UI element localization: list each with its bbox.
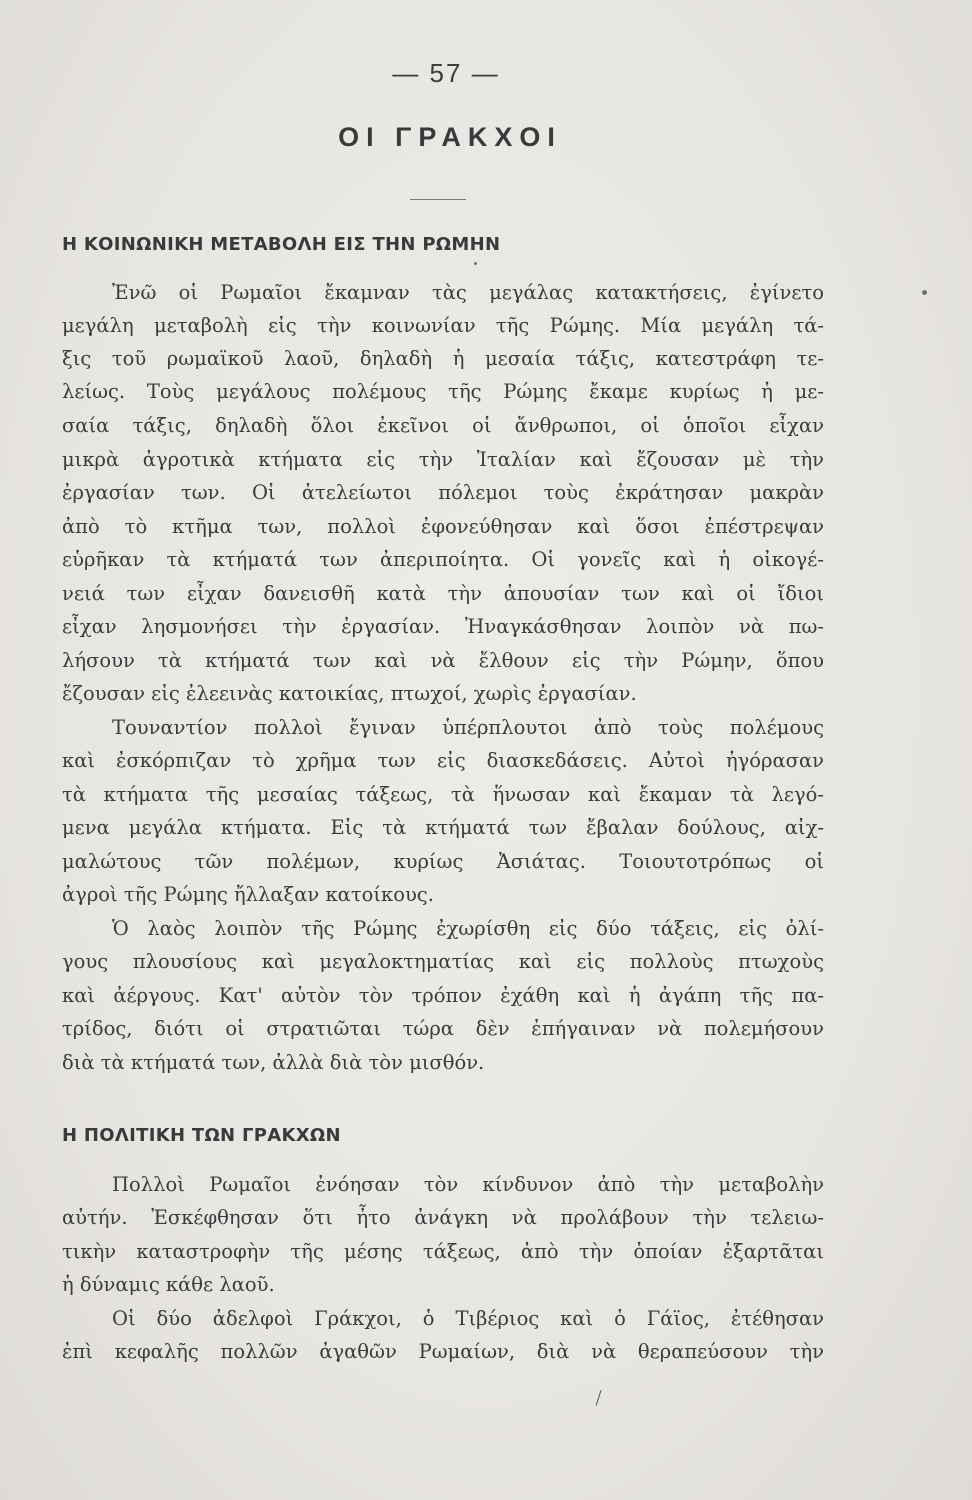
section-heading: Η ΚΟΙΝΩΝΙΚΗ ΜΕΤΑΒΟΛΗ ΕΙΣ ΤΗΝ ΡΩΜΗΝ	[62, 234, 501, 255]
text-line: γους πλουσίους καὶ μεγαλοκτηματίας καὶ εἰς πολλοὺς πτωχοὺς	[62, 950, 824, 973]
text-line: ἔζουσαν εἰς ἐλεεινὰς κατοικίας, πτωχοί, χωρὶς ἐργασίαν.	[62, 682, 637, 705]
text-line: καὶ ἐσκόρπιζαν τὸ χρῆμα των εἰς διασκεδάσεις. Αὐτοὶ ἠγόρασαν	[62, 749, 824, 772]
text-line: Ἐνῶ οἱ Ρωμαῖοι ἔκαμναν τὰς μεγάλας κατακτήσεις, ἐγίνετο	[112, 281, 824, 304]
scan-speck	[474, 262, 477, 265]
text-line: μικρὰ ἀγροτικὰ κτήματα εἰς τὴν Ἰταλίαν καὶ ἔζουσαν μὲ τὴν	[62, 448, 824, 471]
text-line: μενα μεγάλα κτήματα. Εἰς τὰ κτήματά των ἔβαλαν δούλους, αἰχ-	[62, 816, 824, 839]
text-line: διὰ τὰ κτήματά των, ἀλλὰ διὰ τὸν μισθόν.	[62, 1051, 485, 1074]
text-line: Ὁ λαὸς λοιπὸν τῆς Ρώμης ἐχωρίσθη εἰς δύο τάξεις, εἰς ὀλί-	[112, 917, 824, 940]
text-line: τικὴν καταστροφὴν τῆς μέσης τάξεως, ἀπὸ τὴν ὁποίαν ἐξαρτᾶται	[62, 1240, 824, 1263]
text-line: ξις τοῦ ρωμαϊκοῦ λαοῦ, δηλαδὴ ἡ μεσαία τάξις, κατεστράφη τε-	[62, 347, 824, 370]
text-line: Τουναντίον πολλοὶ ἔγιναν ὑπέρπλουτοι ἀπὸ τοὺς πολέμους	[112, 716, 824, 739]
text-line: εἶχαν λησμονήσει τὴν ἐργασίαν. Ἠναγκάσθησαν λοιπὸν νὰ πω-	[62, 615, 824, 638]
text-line: σαία τάξις, δηλαδὴ ὅλοι ἐκεῖνοι οἱ ἄνθρωποι, οἱ ὁποῖοι εἶχαν	[62, 414, 824, 437]
text-line: τὰ κτήματα τῆς μεσαίας τάξεως, τὰ ἥνωσαν καὶ ἔκαμαν τὰ λεγό-	[62, 783, 824, 806]
text-line: εὑρῆκαν τὰ κτήματά των ἀπεριποίητα. Οἱ γονεῖς καὶ ἡ οἰκογέ-	[62, 548, 824, 571]
page-number: — 57 —	[392, 58, 500, 88]
title-divider	[410, 199, 466, 200]
text-line: ἐργασίαν των. Οἱ ἀτελείωτοι πόλεμοι τοὺς ἐκράτησαν μακρὰν	[62, 481, 824, 504]
text-line: νειά των εἶχαν δανεισθῆ κατὰ τὴν ἀπουσίαν των καὶ οἱ ἴδιοι	[62, 582, 824, 605]
scan-mark	[596, 1390, 602, 1406]
chapter-title: ΟΙ ΓΡΑΚΧΟΙ	[338, 122, 562, 152]
scan-speck	[922, 290, 927, 295]
text-line: ἐπὶ κεφαλῆς πολλῶν ἀγαθῶν Ρωμαίων, διὰ νὰ θεραπεύσουν τὴν	[62, 1340, 824, 1363]
text-line: λείως. Τοὺς μεγάλους πολέμους τῆς Ρώμης ἔκαμε κυρίως ἡ με-	[62, 380, 824, 403]
text-line: τρίδος, διότι οἱ στρατιῶται τώρα δὲν ἐπήγαιναν νὰ πολεμήσουν	[62, 1017, 824, 1040]
text-line: ἀγροὶ τῆς Ρώμης ἤλλαξαν κατοίκους.	[62, 883, 434, 906]
section-heading: Η ΠΟΛΙΤΙΚΗ ΤΩΝ ΓΡΑΚΧΩΝ	[62, 1125, 341, 1146]
text-line: ἀπὸ τὸ κτῆμα των, πολλοὶ ἐφονεύθησαν καὶ ὅσοι ἐπέστρεψαν	[62, 515, 824, 538]
text-line: μαλώτους τῶν πολέμων, κυρίως Ἀσιάτας. Τοιουτοτρόπως οἱ	[62, 850, 824, 873]
text-line: καὶ ἀέργους. Κατ' αὐτὸν τὸν τρόπον ἐχάθη καὶ ἡ ἀγάπη τῆς πα-	[62, 984, 824, 1007]
text-line: μεγάλη μεταβολὴ εἰς τὴν κοινωνίαν τῆς Ρώμης. Μία μεγάλη τά-	[62, 314, 824, 337]
text-line: ἡ δύναμις κάθε λαοῦ.	[62, 1273, 275, 1296]
text-line: αὐτήν. Ἐσκέφθησαν ὅτι ἦτο ἀνάγκη νὰ προλάβουν τὴν τελειω-	[62, 1206, 824, 1229]
text-line: Οἱ δύο ἀδελφοὶ Γράκχοι, ὁ Τιβέριος καὶ ὁ Γάϊος, ἐτέθησαν	[112, 1307, 824, 1330]
text-line: Πολλοὶ Ρωμαῖοι ἐνόησαν τὸν κίνδυνον ἀπὸ τὴν μεταβολὴν	[112, 1173, 824, 1196]
text-line: λήσουν τὰ κτήματά των καὶ νὰ ἔλθουν εἰς τὴν Ρώμην, ὅπου	[62, 649, 824, 672]
